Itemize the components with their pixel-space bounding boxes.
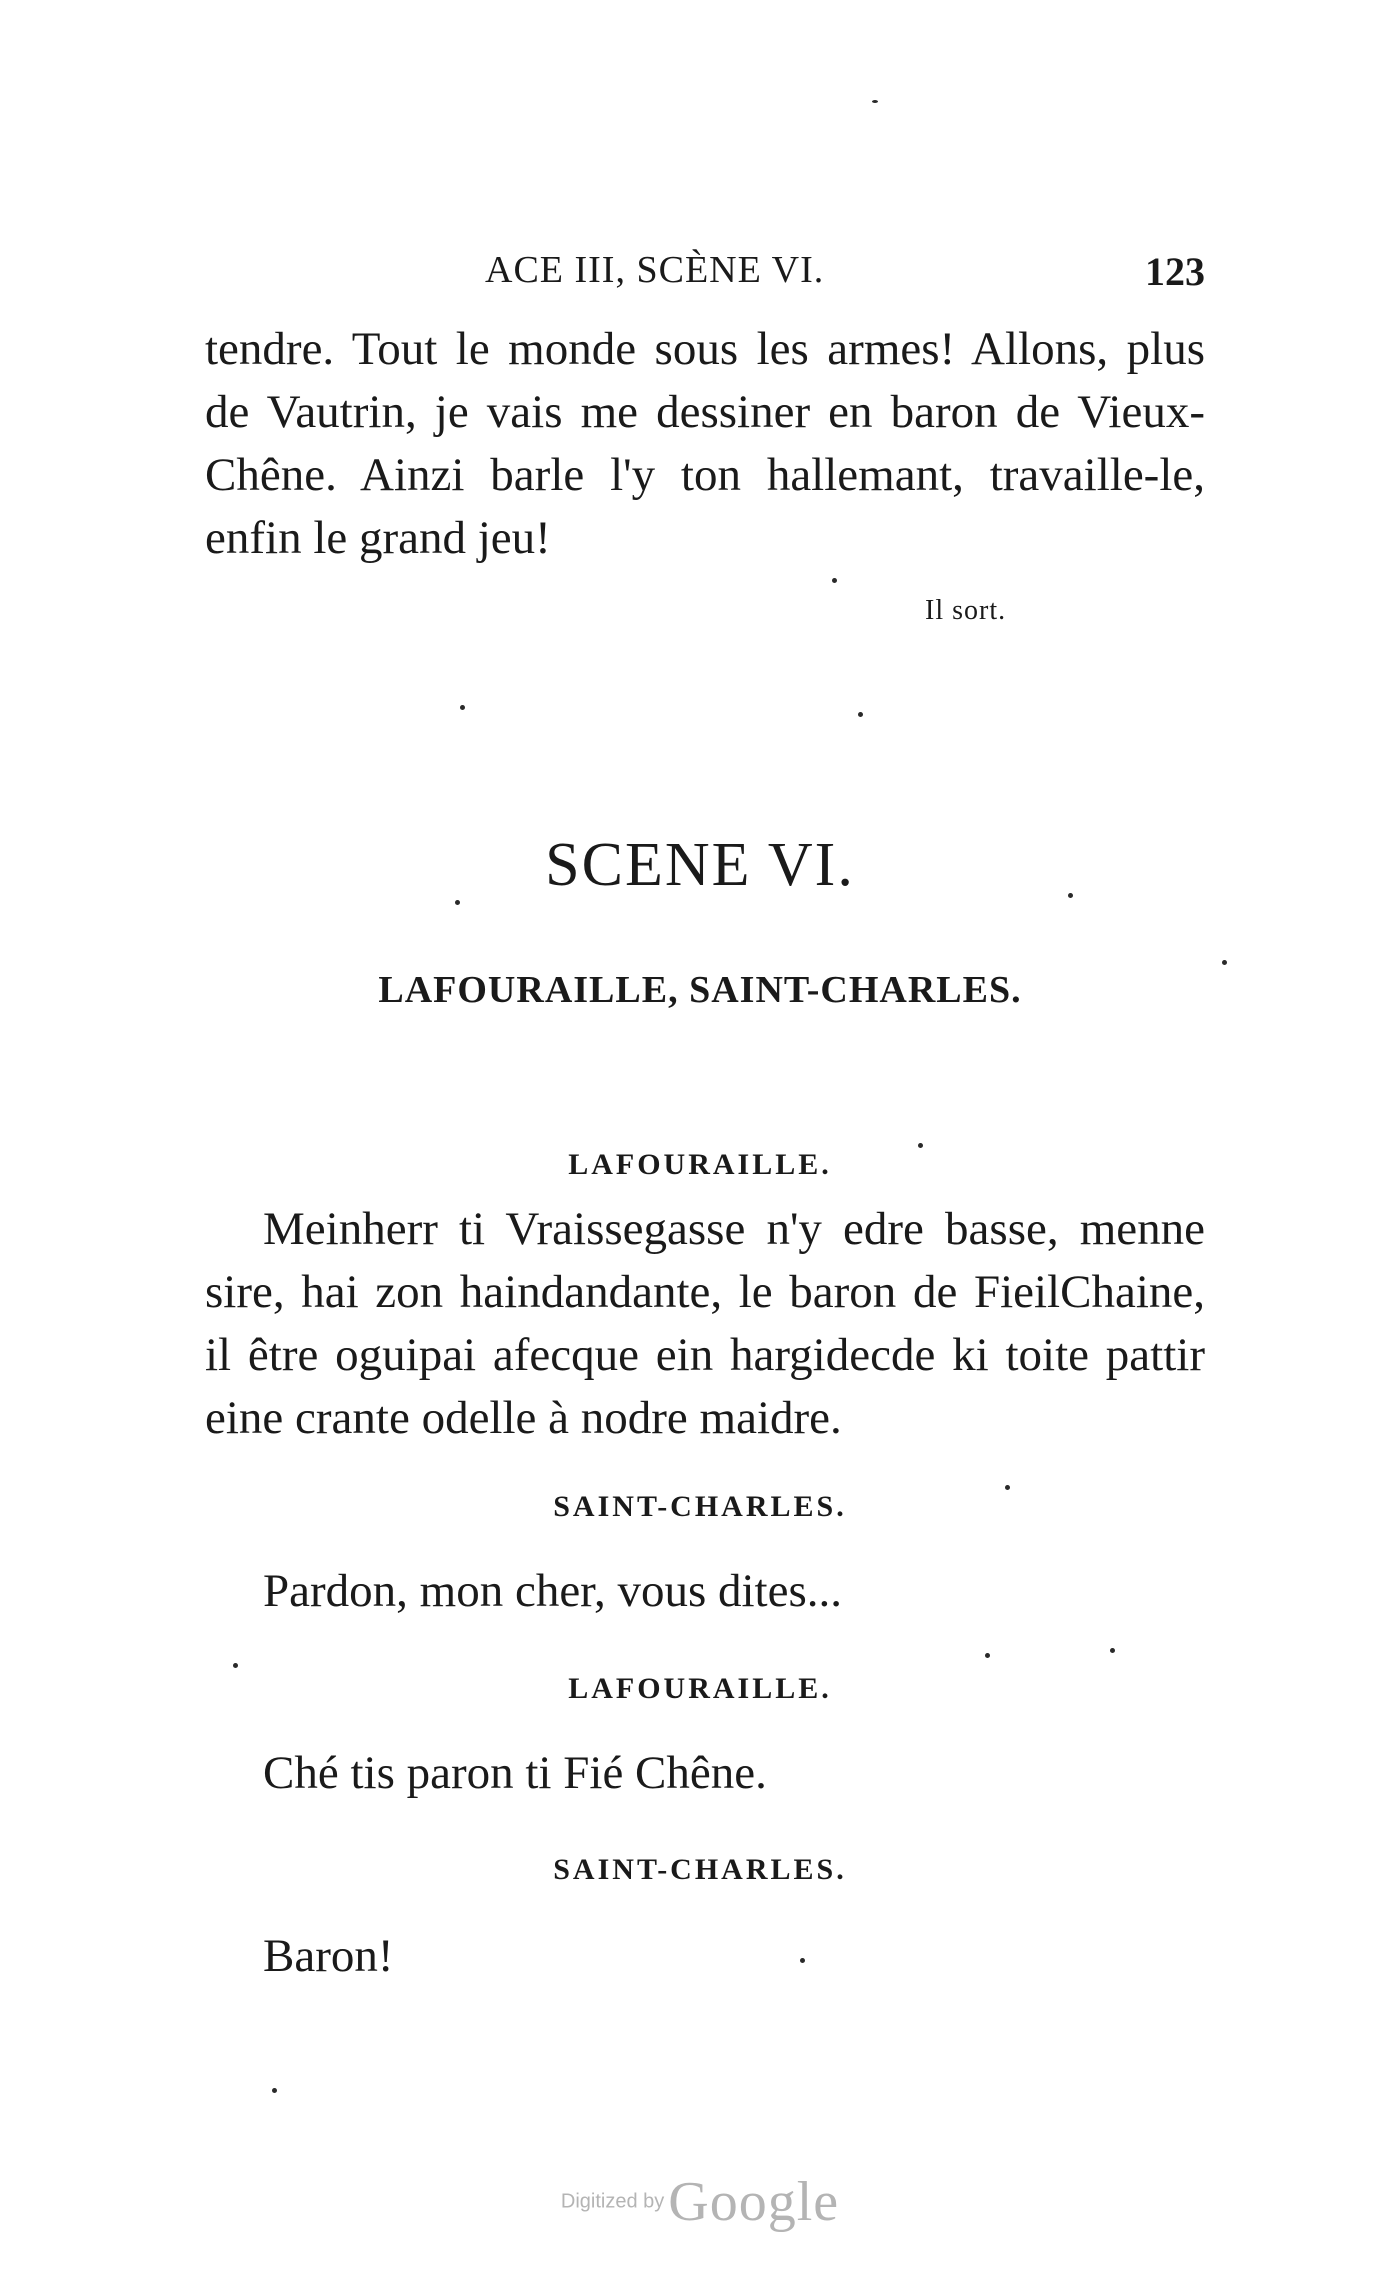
scan-speck xyxy=(460,705,465,710)
speaker-name: LAFOURAILLE. xyxy=(568,1148,832,1181)
digitization-watermark xyxy=(0,2170,1400,2234)
watermark-brand: Google xyxy=(668,2171,840,2233)
scan-speck xyxy=(832,578,837,583)
scan-speck xyxy=(858,712,863,717)
scan-speck xyxy=(1110,1648,1115,1653)
scan-speck xyxy=(800,1958,805,1963)
page-number: 123 xyxy=(1145,249,1205,294)
opening-paragraph: tendre. Tout le monde sous les armes! Allons, plus de Vautrin, je vais me dessiner en baron de Vieux-Chêne. Ainzi barle l'y ton hallemant, travaille-le, enfin le grand jeu! xyxy=(205,323,1205,564)
scan-speck xyxy=(272,2088,277,2093)
scan-speck xyxy=(233,1663,238,1668)
scan-speck xyxy=(455,900,460,905)
speaker-name: SAINT-CHARLES. xyxy=(553,1490,847,1523)
speech-text: Baron! xyxy=(263,1930,394,1982)
speaker-name: LAFOURAILLE. xyxy=(568,1672,832,1705)
scan-speck xyxy=(1068,893,1073,898)
speech-text: Meinherr ti Vraissegasse n'y edre basse, menne sire, hai zon haindandante, le baron de FieilChaine, il être oguipai afecque ein hargidecde ki toite pattir eine crante odelle à nodre maidre. xyxy=(205,1203,1205,1444)
scan-speck xyxy=(918,1143,923,1148)
scene-title: SCENE VI. xyxy=(545,831,855,899)
speaker-name: SAINT-CHARLES. xyxy=(553,1853,847,1886)
scan-speck xyxy=(1005,1485,1010,1490)
scan-speck xyxy=(872,100,878,103)
watermark-prefix: Digitized by xyxy=(560,2190,665,2213)
running-head: ACE III, SCÈNE VI. xyxy=(485,249,825,291)
scan-speck xyxy=(985,1653,990,1658)
page-header xyxy=(485,248,1205,308)
stage-direction: Il sort. xyxy=(925,595,1007,626)
scan-speck xyxy=(1222,960,1227,965)
scene-characters: LAFOURAILLE, SAINT-CHARLES. xyxy=(378,969,1022,1011)
speech-text: Ché tis paron ti Fié Chêne. xyxy=(263,1747,767,1799)
speech-text: Pardon, mon cher, vous dites... xyxy=(263,1565,843,1617)
